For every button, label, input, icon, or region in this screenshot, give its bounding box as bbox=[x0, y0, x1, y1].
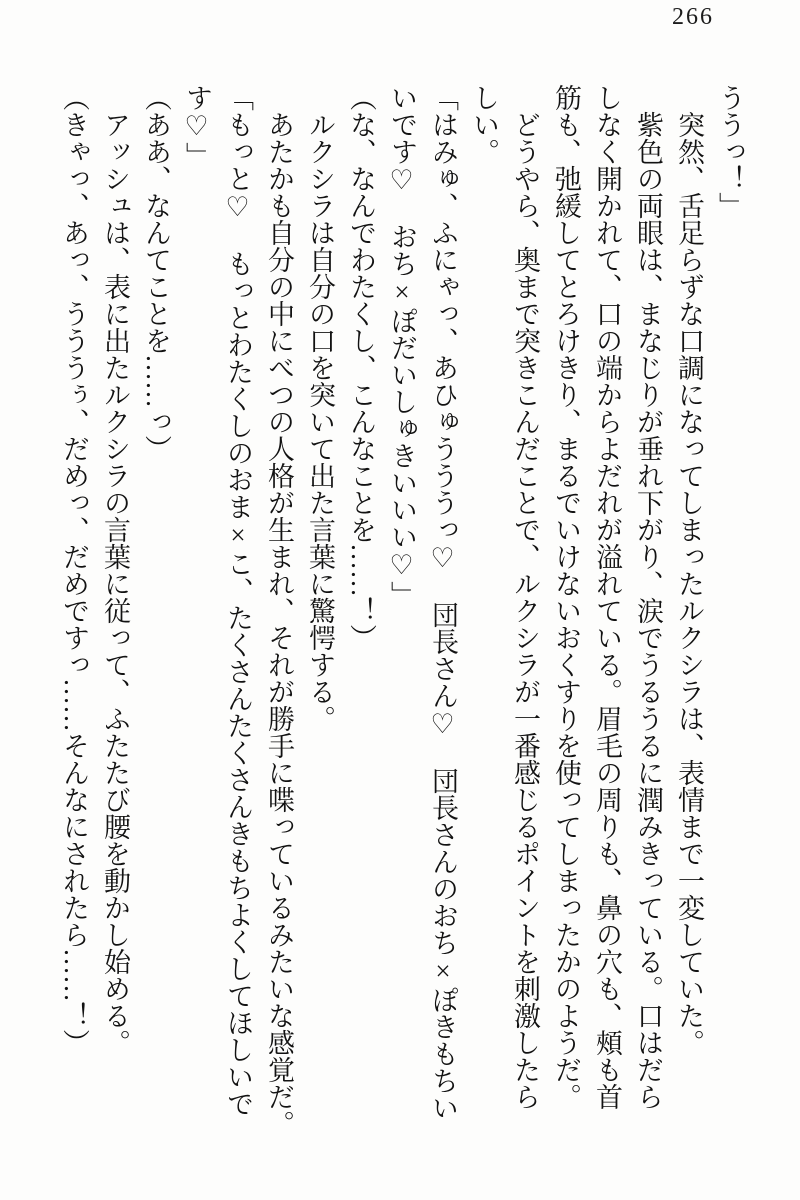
text-column: いです♡ おち×ぽだいしゅきいいい♡」 bbox=[387, 84, 417, 608]
text-column: 突然、舌足らずな口調になってしまったルクシラは、表情まで一変していた。 bbox=[674, 84, 704, 1056]
page-number: 266 bbox=[672, 4, 714, 30]
text-column: ううっ！」 bbox=[715, 84, 745, 219]
text-column: （ああ、なんてことを……っ） bbox=[141, 84, 171, 462]
text-column: （きゃっ、あっ、うううぅ、だめっ、だめですっ……そんなにされたら……！） bbox=[59, 84, 89, 1056]
text-column: ルクシラは自分の口を突いて出た言葉に驚愕する。 bbox=[305, 84, 335, 732]
text-column: （な、なんでわたくし、こんなことを……！） bbox=[346, 84, 376, 651]
text-column: しなく開かれて、口の端からよだれが溢れている。眉毛の周りも、鼻の穴も、頰も首 bbox=[592, 84, 622, 1110]
text-column: どうやら、奥まで突きこんだことで、ルクシラが一番感じるポイントを刺激したら bbox=[510, 84, 540, 1110]
text-column: 「もっと♡ もっとわたくしのおま×こ、たくさんたくさんきもちよくしてほしいで bbox=[223, 84, 253, 1117]
text-column: 筋も、弛緩してとろけきり、まるでいけないおくすりを使ってしまったかのようだ。 bbox=[551, 84, 581, 1110]
text-column: 紫色の両眼は、まなじりが垂れ下がり、涙でうるうるに潤みきっている。口はだら bbox=[633, 84, 663, 1110]
text-body bbox=[53, 84, 750, 1164]
text-column: す♡」 bbox=[182, 84, 212, 169]
text-column: しい。 bbox=[469, 84, 499, 165]
text-column: 「はみゅ、ふにゃっ、あひゅうううっ♡ 団長さん♡ 団長さんのおち×ぽきもちい bbox=[428, 84, 458, 1121]
text-column: あたかも自分の中にべつの人格が生まれ、それが勝手に喋っているみたいな感覚だ。 bbox=[264, 84, 294, 1137]
text-column: アッシュは、表に出たルクシラの言葉に従って、ふたたび腰を動かし始める。 bbox=[100, 84, 130, 1056]
